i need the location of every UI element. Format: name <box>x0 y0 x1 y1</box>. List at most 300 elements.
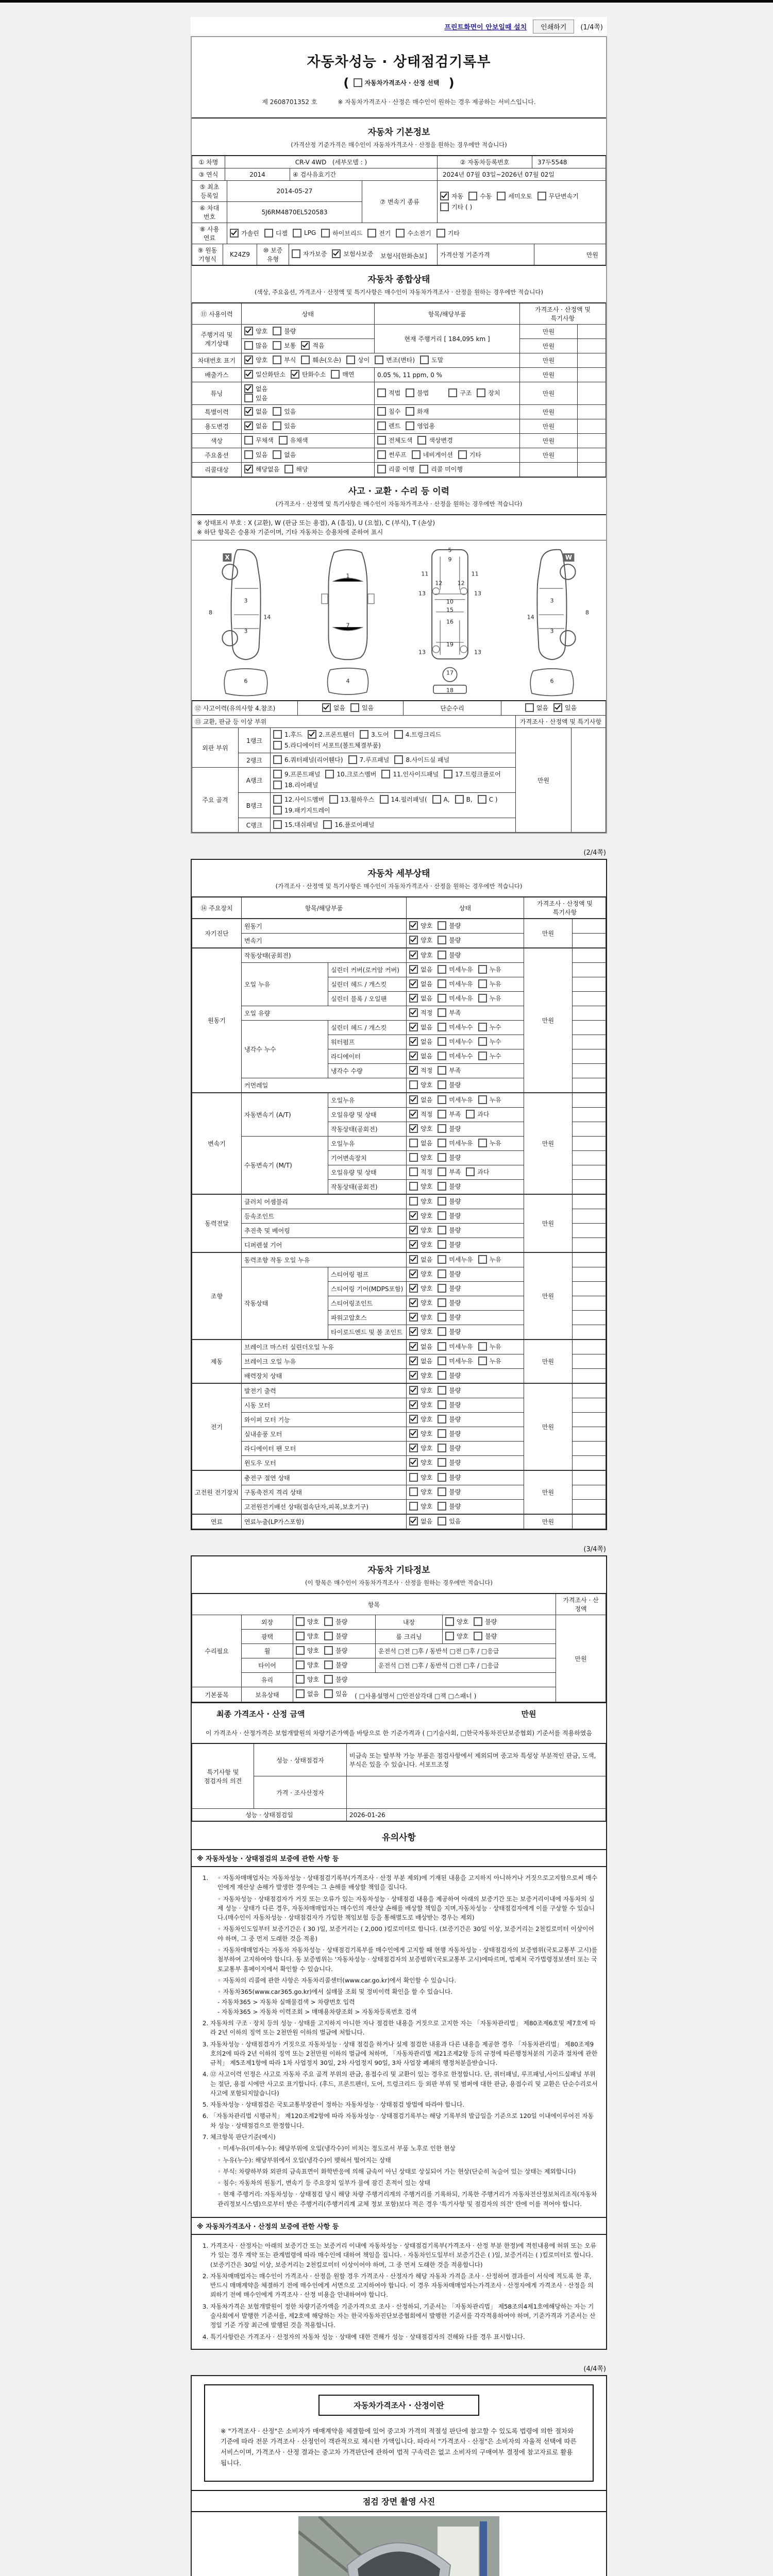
checkbox-option[interactable] <box>438 1415 461 1423</box>
checked-checkbox-icon[interactable] <box>409 1023 418 1031</box>
checkbox-option[interactable] <box>438 979 473 988</box>
checkbox-option[interactable] <box>273 450 296 459</box>
checkbox-option[interactable] <box>284 465 308 473</box>
checkbox-option[interactable] <box>409 994 432 1003</box>
print-button[interactable]: 인쇄하기 <box>533 20 574 33</box>
checkbox-option[interactable] <box>394 730 441 739</box>
unchecked-checkbox-icon[interactable] <box>438 1124 446 1133</box>
checked-checkbox-icon[interactable] <box>244 327 253 335</box>
unchecked-checkbox-icon[interactable] <box>244 341 253 350</box>
checkbox-option[interactable] <box>497 192 532 200</box>
checkbox-option[interactable] <box>477 388 500 397</box>
checkbox-option[interactable] <box>329 795 374 804</box>
unchecked-checkbox-icon[interactable] <box>354 78 362 87</box>
checkbox-option[interactable] <box>438 921 461 930</box>
unchecked-checkbox-icon[interactable] <box>438 1008 446 1017</box>
unchecked-checkbox-icon[interactable] <box>478 1095 487 1104</box>
checkbox-option[interactable] <box>409 1255 432 1264</box>
unchecked-checkbox-icon[interactable] <box>273 355 281 364</box>
checked-checkbox-icon[interactable] <box>409 1095 418 1104</box>
unchecked-checkbox-icon[interactable] <box>324 1675 333 1684</box>
checkbox-option[interactable] <box>324 1660 347 1669</box>
checkbox-option[interactable] <box>409 1415 432 1423</box>
unchecked-checkbox-icon[interactable] <box>324 1646 333 1655</box>
checkbox-option[interactable] <box>409 1124 432 1133</box>
checkbox-option[interactable] <box>438 1458 461 1467</box>
unchecked-checkbox-icon[interactable] <box>438 921 446 930</box>
unchecked-checkbox-icon[interactable] <box>438 1429 446 1438</box>
unchecked-checkbox-icon[interactable] <box>284 465 293 473</box>
unchecked-checkbox-icon[interactable] <box>409 1167 418 1176</box>
checkbox-option[interactable] <box>436 229 460 238</box>
unchecked-checkbox-icon[interactable] <box>438 1226 446 1234</box>
checkbox-option[interactable] <box>478 795 498 804</box>
unchecked-checkbox-icon[interactable] <box>325 770 334 778</box>
unchecked-checkbox-icon[interactable] <box>409 1080 418 1089</box>
checkbox-option[interactable] <box>438 1357 473 1365</box>
checkbox-option[interactable] <box>301 355 341 364</box>
unchecked-checkbox-icon[interactable] <box>296 1675 305 1684</box>
checkbox-option[interactable] <box>438 1386 461 1395</box>
checkbox-option[interactable] <box>478 979 501 988</box>
checkbox-option[interactable] <box>478 1139 501 1147</box>
unchecked-checkbox-icon[interactable] <box>329 795 338 804</box>
checkbox-option[interactable] <box>438 1167 461 1176</box>
checked-checkbox-icon[interactable] <box>553 703 562 712</box>
checked-checkbox-icon[interactable] <box>409 1211 418 1220</box>
unchecked-checkbox-icon[interactable] <box>244 450 253 459</box>
checkbox-option[interactable] <box>323 820 374 829</box>
checkbox-option[interactable] <box>409 1298 432 1307</box>
checkbox-option[interactable] <box>273 770 320 778</box>
unchecked-checkbox-icon[interactable] <box>273 741 282 750</box>
unchecked-checkbox-icon[interactable] <box>273 806 282 815</box>
unchecked-checkbox-icon[interactable] <box>458 450 467 459</box>
unchecked-checkbox-icon[interactable] <box>438 994 446 1003</box>
checkbox-option[interactable] <box>273 755 343 764</box>
unchecked-checkbox-icon[interactable] <box>296 1617 305 1626</box>
unchecked-checkbox-icon[interactable] <box>438 965 446 974</box>
unchecked-checkbox-icon[interactable] <box>438 1153 446 1162</box>
print-helper-install-link[interactable]: 프린트화면이 안보일때 설치 <box>444 24 527 31</box>
unchecked-checkbox-icon[interactable] <box>417 436 426 445</box>
checkbox-option[interactable] <box>293 229 316 238</box>
unchecked-checkbox-icon[interactable] <box>438 1517 446 1526</box>
unchecked-checkbox-icon[interactable] <box>438 1487 446 1496</box>
checkbox-option[interactable] <box>438 1211 461 1220</box>
checkbox-option[interactable] <box>438 1327 461 1336</box>
checkbox-option[interactable] <box>244 327 267 335</box>
unchecked-checkbox-icon[interactable] <box>438 951 446 959</box>
checkbox-option[interactable] <box>409 1167 432 1176</box>
unchecked-checkbox-icon[interactable] <box>396 229 405 238</box>
unchecked-checkbox-icon[interactable] <box>445 1617 454 1626</box>
checked-checkbox-icon[interactable] <box>244 370 253 379</box>
unchecked-checkbox-icon[interactable] <box>350 703 359 712</box>
checkbox-option[interactable] <box>296 1689 319 1698</box>
checkbox-option[interactable] <box>440 192 463 200</box>
unchecked-checkbox-icon[interactable] <box>273 755 282 764</box>
checked-checkbox-icon[interactable] <box>308 730 316 739</box>
checkbox-option[interactable] <box>409 1182 432 1191</box>
unchecked-checkbox-icon[interactable] <box>438 1167 446 1176</box>
unchecked-checkbox-icon[interactable] <box>468 192 477 200</box>
checkbox-option[interactable] <box>325 770 376 778</box>
checked-checkbox-icon[interactable] <box>409 1269 418 1278</box>
checkbox-option[interactable] <box>412 450 453 459</box>
unchecked-checkbox-icon[interactable] <box>438 1342 446 1351</box>
checkbox-option[interactable] <box>273 820 318 829</box>
checked-checkbox-icon[interactable] <box>409 1240 418 1249</box>
unchecked-checkbox-icon[interactable] <box>293 229 301 238</box>
unchecked-checkbox-icon[interactable] <box>440 202 449 211</box>
checkbox-option[interactable] <box>377 388 400 397</box>
checked-checkbox-icon[interactable] <box>409 1066 418 1075</box>
checkbox-option[interactable] <box>409 1139 432 1147</box>
checked-checkbox-icon[interactable] <box>409 1052 418 1060</box>
unchecked-checkbox-icon[interactable] <box>438 936 446 944</box>
checked-checkbox-icon[interactable] <box>322 703 331 712</box>
checkbox-option[interactable] <box>409 1153 432 1162</box>
checked-checkbox-icon[interactable] <box>409 1342 418 1351</box>
checkbox-option[interactable] <box>324 1675 347 1684</box>
checked-checkbox-icon[interactable] <box>409 1458 418 1467</box>
checkbox-option[interactable] <box>438 1313 461 1321</box>
unchecked-checkbox-icon[interactable] <box>273 730 282 739</box>
checkbox-option[interactable] <box>409 979 432 988</box>
checkbox-option[interactable] <box>321 229 362 238</box>
unchecked-checkbox-icon[interactable] <box>273 781 282 789</box>
checkbox-option[interactable] <box>273 795 324 804</box>
checkbox-option[interactable] <box>244 465 279 473</box>
unchecked-checkbox-icon[interactable] <box>474 1632 482 1640</box>
checkbox-option[interactable] <box>409 1473 432 1482</box>
checkbox-option[interactable] <box>440 202 472 211</box>
checkbox-option[interactable] <box>438 1197 461 1206</box>
unchecked-checkbox-icon[interactable] <box>296 1646 305 1655</box>
checkbox-option[interactable] <box>296 1632 319 1640</box>
unchecked-checkbox-icon[interactable] <box>438 1080 446 1089</box>
checkbox-option[interactable] <box>438 936 461 944</box>
checkbox-option[interactable] <box>375 355 415 364</box>
checkbox-option[interactable] <box>438 1473 461 1482</box>
checkbox-option[interactable] <box>409 1517 432 1526</box>
unchecked-checkbox-icon[interactable] <box>438 979 446 988</box>
checkbox-option[interactable] <box>458 450 481 459</box>
unchecked-checkbox-icon[interactable] <box>409 1473 418 1482</box>
unchecked-checkbox-icon[interactable] <box>377 436 386 445</box>
unchecked-checkbox-icon[interactable] <box>497 192 506 200</box>
checkbox-option[interactable] <box>244 421 267 430</box>
unchecked-checkbox-icon[interactable] <box>273 820 282 829</box>
checked-checkbox-icon[interactable] <box>409 1415 418 1423</box>
checkbox-option[interactable] <box>394 755 449 764</box>
checkbox-option[interactable] <box>468 192 492 200</box>
unchecked-checkbox-icon[interactable] <box>273 770 282 778</box>
checkbox-option[interactable] <box>396 229 431 238</box>
checkbox-option[interactable] <box>478 1357 501 1365</box>
unchecked-checkbox-icon[interactable] <box>273 407 281 416</box>
checkbox-option[interactable] <box>244 394 366 402</box>
checkbox-option[interactable] <box>279 436 308 445</box>
unchecked-checkbox-icon[interactable] <box>419 465 428 473</box>
checkbox-option[interactable] <box>438 1226 461 1234</box>
unchecked-checkbox-icon[interactable] <box>279 436 288 445</box>
unchecked-checkbox-icon[interactable] <box>436 229 445 238</box>
unchecked-checkbox-icon[interactable] <box>406 421 414 430</box>
checked-checkbox-icon[interactable] <box>409 1110 418 1118</box>
unchecked-checkbox-icon[interactable] <box>348 755 357 764</box>
checked-checkbox-icon[interactable] <box>409 921 418 930</box>
checkbox-option[interactable] <box>409 1327 432 1336</box>
unchecked-checkbox-icon[interactable] <box>406 388 414 397</box>
unchecked-checkbox-icon[interactable] <box>444 770 452 778</box>
unchecked-checkbox-icon[interactable] <box>438 1269 446 1278</box>
unchecked-checkbox-icon[interactable] <box>321 229 330 238</box>
unchecked-checkbox-icon[interactable] <box>406 407 414 416</box>
unchecked-checkbox-icon[interactable] <box>438 1400 446 1409</box>
unchecked-checkbox-icon[interactable] <box>478 1023 487 1031</box>
checkbox-option[interactable] <box>273 407 296 416</box>
checkbox-option[interactable] <box>381 770 439 778</box>
unchecked-checkbox-icon[interactable] <box>244 394 253 402</box>
checkbox-option[interactable] <box>409 1269 432 1278</box>
checkbox-option[interactable] <box>438 1139 473 1147</box>
checkbox-option[interactable] <box>409 1487 432 1496</box>
checkbox-option[interactable] <box>478 1342 501 1351</box>
checkbox-option[interactable] <box>406 421 435 430</box>
unchecked-checkbox-icon[interactable] <box>409 1502 418 1511</box>
checkbox-option[interactable] <box>409 1342 432 1351</box>
checkbox-option[interactable] <box>308 730 355 739</box>
unchecked-checkbox-icon[interactable] <box>478 1255 487 1264</box>
checkbox-option[interactable] <box>438 1240 461 1249</box>
checked-checkbox-icon[interactable] <box>409 1124 418 1133</box>
unchecked-checkbox-icon[interactable] <box>478 1139 487 1147</box>
unchecked-checkbox-icon[interactable] <box>438 1240 446 1249</box>
checked-checkbox-icon[interactable] <box>409 951 418 959</box>
unchecked-checkbox-icon[interactable] <box>438 1371 446 1380</box>
unchecked-checkbox-icon[interactable] <box>478 1342 487 1351</box>
checkbox-option[interactable] <box>409 921 432 930</box>
unchecked-checkbox-icon[interactable] <box>377 407 386 416</box>
unchecked-checkbox-icon[interactable] <box>301 355 310 364</box>
checkbox-option[interactable] <box>419 465 463 473</box>
checkbox-option[interactable] <box>331 370 354 379</box>
checkbox-option[interactable] <box>324 1632 347 1640</box>
unchecked-checkbox-icon[interactable] <box>409 1139 418 1147</box>
checked-checkbox-icon[interactable] <box>409 1444 418 1452</box>
unchecked-checkbox-icon[interactable] <box>478 795 486 804</box>
unchecked-checkbox-icon[interactable] <box>377 421 386 430</box>
checkbox-option[interactable] <box>409 1037 432 1046</box>
checkbox-option[interactable] <box>445 1632 468 1640</box>
unchecked-checkbox-icon[interactable] <box>478 1037 487 1046</box>
checkbox-option[interactable] <box>409 1357 432 1365</box>
checkbox-option[interactable] <box>377 407 400 416</box>
unchecked-checkbox-icon[interactable] <box>296 1689 305 1698</box>
checkbox-option[interactable] <box>367 229 391 238</box>
unchecked-checkbox-icon[interactable] <box>438 1066 446 1075</box>
checkbox-option[interactable] <box>324 1689 347 1698</box>
unchecked-checkbox-icon[interactable] <box>381 770 390 778</box>
unchecked-checkbox-icon[interactable] <box>438 1052 446 1060</box>
checked-checkbox-icon[interactable] <box>409 1226 418 1234</box>
unchecked-checkbox-icon[interactable] <box>375 355 383 364</box>
checked-checkbox-icon[interactable] <box>409 1371 418 1380</box>
unchecked-checkbox-icon[interactable] <box>323 820 332 829</box>
checkbox-option[interactable] <box>438 1110 461 1118</box>
checkbox-option[interactable] <box>409 936 432 944</box>
checked-checkbox-icon[interactable] <box>409 1386 418 1395</box>
checkbox-option[interactable] <box>478 994 501 1003</box>
checkbox-option[interactable] <box>438 1269 461 1278</box>
checkbox-option[interactable] <box>438 1023 473 1031</box>
checkbox-option[interactable] <box>478 1095 501 1104</box>
checkbox-option[interactable] <box>438 1124 461 1133</box>
checkbox-option[interactable] <box>478 965 501 974</box>
checkbox-option[interactable] <box>409 1371 432 1380</box>
checked-checkbox-icon[interactable] <box>409 1517 418 1526</box>
unchecked-checkbox-icon[interactable] <box>466 1110 475 1118</box>
checkbox-option[interactable] <box>438 951 461 959</box>
checkbox-option[interactable] <box>409 1066 432 1075</box>
unchecked-checkbox-icon[interactable] <box>244 436 253 445</box>
checkbox-option[interactable] <box>409 1458 432 1467</box>
checkbox-option[interactable] <box>273 341 296 350</box>
checkbox-option[interactable] <box>332 249 373 258</box>
checkbox-option[interactable] <box>409 1008 432 1017</box>
unchecked-checkbox-icon[interactable] <box>273 795 282 804</box>
checkbox-option[interactable] <box>230 229 259 238</box>
checked-checkbox-icon[interactable] <box>409 994 418 1003</box>
checkbox-option[interactable] <box>409 1386 432 1395</box>
checkbox-option[interactable] <box>409 1429 432 1438</box>
checkbox-option[interactable] <box>409 965 432 974</box>
checkbox-option[interactable] <box>409 1095 432 1104</box>
checked-checkbox-icon[interactable] <box>409 1284 418 1293</box>
checkbox-option[interactable] <box>296 1646 319 1655</box>
checked-checkbox-icon[interactable] <box>291 370 299 379</box>
unchecked-checkbox-icon[interactable] <box>273 421 281 430</box>
checkbox-option[interactable] <box>438 1502 461 1511</box>
checkbox-option[interactable] <box>438 1182 461 1191</box>
checked-checkbox-icon[interactable] <box>409 1037 418 1046</box>
checked-checkbox-icon[interactable] <box>244 465 253 473</box>
unchecked-checkbox-icon[interactable] <box>438 1386 446 1395</box>
unchecked-checkbox-icon[interactable] <box>438 1139 446 1147</box>
unchecked-checkbox-icon[interactable] <box>537 192 546 200</box>
checkbox-option[interactable] <box>244 450 267 459</box>
checkbox-option[interactable] <box>420 355 443 364</box>
checkbox-option[interactable] <box>409 1240 432 1249</box>
checkbox-option[interactable] <box>466 1167 489 1176</box>
checkbox-option[interactable] <box>438 1052 473 1060</box>
checkbox-option[interactable] <box>409 1400 432 1409</box>
checkbox-option[interactable] <box>448 388 472 397</box>
unchecked-checkbox-icon[interactable] <box>296 1632 305 1640</box>
checkbox-option[interactable] <box>409 1023 432 1031</box>
checkbox-option[interactable] <box>438 1008 461 1017</box>
unchecked-checkbox-icon[interactable] <box>466 1167 475 1176</box>
checkbox-option[interactable] <box>438 994 473 1003</box>
unchecked-checkbox-icon[interactable] <box>432 795 441 804</box>
unchecked-checkbox-icon[interactable] <box>478 979 487 988</box>
checked-checkbox-icon[interactable] <box>244 407 253 416</box>
checkbox-option[interactable] <box>406 407 429 416</box>
checkbox-option[interactable] <box>406 388 429 397</box>
unchecked-checkbox-icon[interactable] <box>438 1313 446 1321</box>
checkbox-option[interactable] <box>273 730 303 739</box>
unchecked-checkbox-icon[interactable] <box>438 1444 446 1452</box>
checked-checkbox-icon[interactable] <box>409 1255 418 1264</box>
unchecked-checkbox-icon[interactable] <box>377 388 386 397</box>
checkbox-option[interactable] <box>438 1429 461 1438</box>
unchecked-checkbox-icon[interactable] <box>438 1037 446 1046</box>
checked-checkbox-icon[interactable] <box>409 965 418 974</box>
unchecked-checkbox-icon[interactable] <box>273 450 281 459</box>
checkbox-option[interactable] <box>438 1517 461 1526</box>
checkbox-option[interactable] <box>273 421 296 430</box>
checkbox-option[interactable] <box>478 1023 501 1031</box>
checkbox-option[interactable] <box>244 341 267 350</box>
checked-checkbox-icon[interactable] <box>409 1327 418 1336</box>
unchecked-checkbox-icon[interactable] <box>474 1617 482 1626</box>
unchecked-checkbox-icon[interactable] <box>438 1327 446 1336</box>
checkbox-option[interactable] <box>438 1400 461 1409</box>
unchecked-checkbox-icon[interactable] <box>438 1357 446 1365</box>
unchecked-checkbox-icon[interactable] <box>438 1298 446 1307</box>
checked-checkbox-icon[interactable] <box>409 1008 418 1017</box>
checkbox-option[interactable] <box>350 703 374 712</box>
checked-checkbox-icon[interactable] <box>409 1429 418 1438</box>
checkbox-option[interactable] <box>244 407 267 416</box>
checkbox-option[interactable] <box>324 1617 347 1626</box>
unchecked-checkbox-icon[interactable] <box>438 1415 446 1423</box>
checkbox-option[interactable] <box>348 755 390 764</box>
checkbox-option[interactable] <box>478 1052 501 1060</box>
checkbox-option[interactable] <box>438 965 473 974</box>
checkbox-option[interactable] <box>273 355 296 364</box>
checkbox-option[interactable] <box>409 1197 432 1206</box>
unchecked-checkbox-icon[interactable] <box>377 450 386 459</box>
unchecked-checkbox-icon[interactable] <box>448 388 457 397</box>
unchecked-checkbox-icon[interactable] <box>380 795 389 804</box>
checkbox-option[interactable] <box>409 1284 432 1293</box>
checkbox-option[interactable] <box>409 1313 432 1321</box>
unchecked-checkbox-icon[interactable] <box>455 795 464 804</box>
checkbox-option[interactable] <box>273 741 381 750</box>
checkbox-option[interactable] <box>273 781 318 789</box>
checked-checkbox-icon[interactable] <box>409 1400 418 1409</box>
checkbox-option[interactable] <box>296 1660 319 1669</box>
unchecked-checkbox-icon[interactable] <box>412 450 421 459</box>
checkbox-option[interactable] <box>296 1617 319 1626</box>
checkbox-option[interactable] <box>409 1052 432 1060</box>
checkbox-option[interactable] <box>438 1342 473 1351</box>
checkbox-option[interactable] <box>553 703 577 712</box>
checkbox-option[interactable] <box>377 436 412 445</box>
unchecked-checkbox-icon[interactable] <box>409 1487 418 1496</box>
unchecked-checkbox-icon[interactable] <box>324 1632 333 1640</box>
checked-checkbox-icon[interactable] <box>332 249 341 258</box>
unchecked-checkbox-icon[interactable] <box>360 730 368 739</box>
unchecked-checkbox-icon[interactable] <box>478 1052 487 1060</box>
unchecked-checkbox-icon[interactable] <box>478 965 487 974</box>
unchecked-checkbox-icon[interactable] <box>438 1284 446 1293</box>
checked-checkbox-icon[interactable] <box>244 421 253 430</box>
checkbox-option[interactable] <box>360 730 389 739</box>
